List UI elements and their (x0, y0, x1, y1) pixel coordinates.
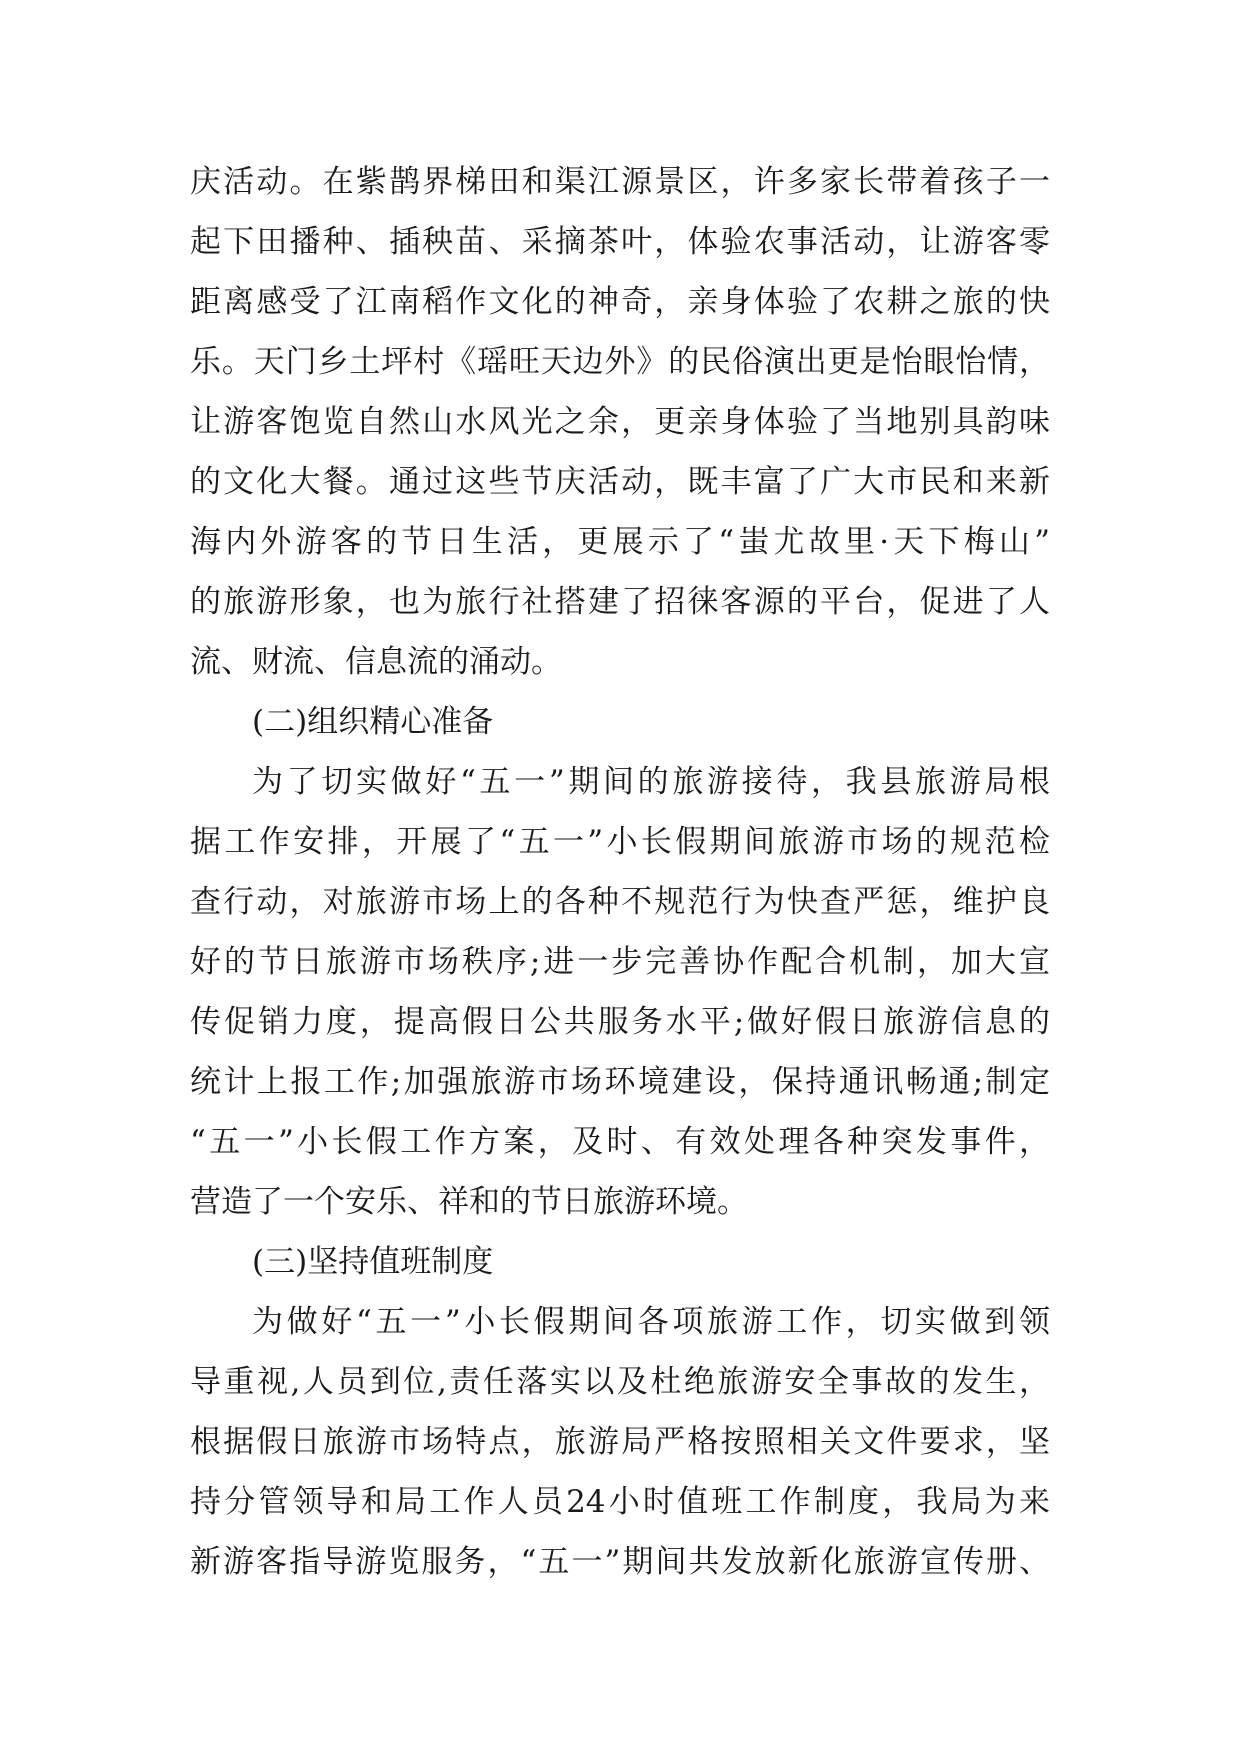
text-line: 流、财流、信息流的涌动。 (190, 644, 562, 680)
text-line: 传促销力度，提高假日公共服务水平;做好假日旅游信息的 (190, 1004, 1050, 1040)
text-line: 为做好“五一”小长假期间各项旅游工作，切实做到领 (252, 1304, 1050, 1340)
text-line: 距离感受了江南稻作文化的神奇，亲身体验了农耕之旅的快 (190, 284, 1050, 320)
text-line: 海内外游客的节日生活，更展示了“蚩尤故里·天下梅山” (190, 524, 1050, 560)
text-line: 持分管领导和局工作人员24小时值班工作制度，我局为来 (190, 1484, 1050, 1520)
text-line: 导重视,人员到位,责任落实以及杜绝旅游安全事故的发生， (190, 1364, 1050, 1400)
text-line: 起下田播种、插秧苗、采摘茶叶，体验农事活动，让游客零 (190, 224, 1050, 260)
text-line: 为了切实做好“五一”期间的旅游接待，我县旅游局根 (252, 764, 1050, 800)
text-line: 乐。天门乡土坪村《瑶旺天边外》的民俗演出更是怡眼怡情， (190, 344, 1050, 380)
text-line: 营造了一个安乐、祥和的节日旅游环境。 (190, 1184, 748, 1220)
section-heading: (二)组织精心准备 (252, 704, 494, 740)
text-line: 根据假日旅游市场特点，旅游局严格按照相关文件要求，坚 (190, 1424, 1050, 1460)
text-line: 庆活动。在紫鹊界梯田和渠江源景区，许多家长带着孩子一 (190, 164, 1050, 200)
text-line: 好的节日旅游市场秩序;进一步完善协作配合机制，加大宣 (190, 944, 1050, 980)
text-line: “五一”小长假工作方案，及时、有效处理各种突发事件， (190, 1124, 1050, 1160)
text-line: 的旅游形象，也为旅行社搭建了招徕客源的平台，促进了人 (190, 584, 1050, 620)
text-line: 新游客指导游览服务，“五一”期间共发放新化旅游宣传册、 (190, 1544, 1050, 1580)
body-text (190, 152, 1050, 1592)
text-line: 让游客饱览自然山水风光之余，更亲身体验了当地别具韵味 (190, 404, 1050, 440)
text-line: 的文化大餐。通过这些节庆活动，既丰富了广大市民和来新 (190, 464, 1050, 500)
section-heading: (三)坚持值班制度 (252, 1244, 494, 1280)
text-line: 据工作安排，开展了“五一”小长假期间旅游市场的规范检 (190, 824, 1050, 860)
text-line: 统计上报工作;加强旅游市场环境建设，保持通讯畅通;制定 (190, 1064, 1050, 1100)
text-line: 查行动，对旅游市场上的各种不规范行为快查严惩，维护良 (190, 884, 1050, 920)
